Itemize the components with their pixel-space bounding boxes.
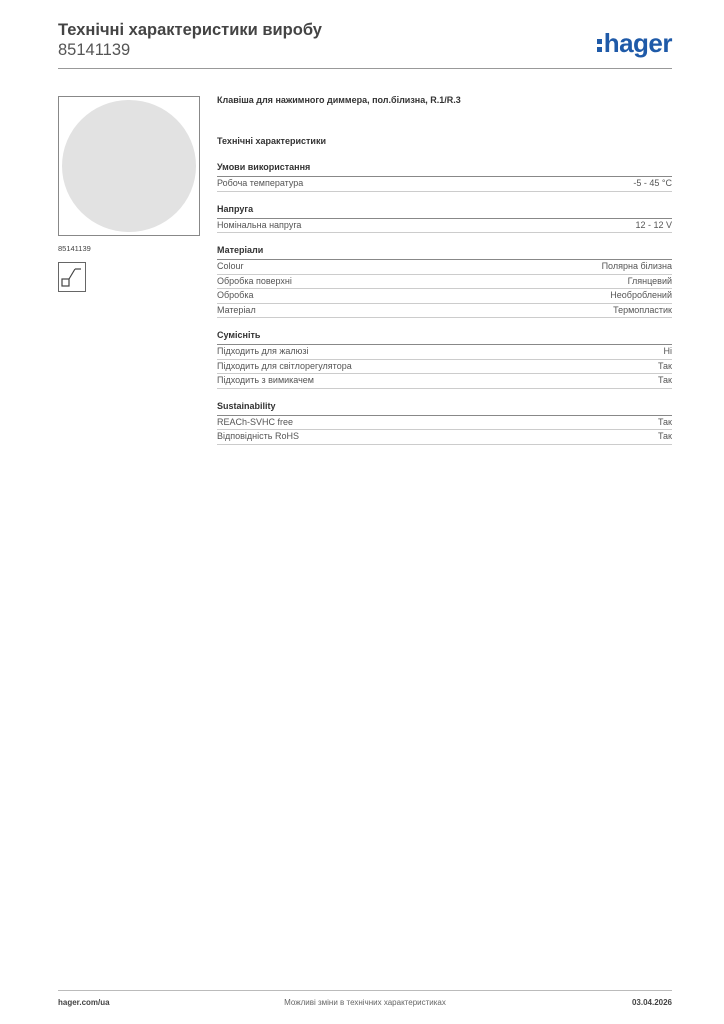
spec-group [217,161,672,192]
spec-value: Глянцевий [627,275,672,286]
product-name: Клавіша для нажимного диммера, пол.білизна, R.1/R.3 [217,95,461,105]
spec-group [217,400,672,445]
spec-value: Необроблений [610,290,672,300]
page-title: Технічні характеристики виробу [58,21,322,39]
spec-value: Так [657,360,672,371]
spec-group [217,244,672,318]
spec-value: Так [657,431,672,441]
page-subtitle-ref: 85141139 [58,41,131,59]
spec-value: Термопластик [613,304,672,315]
specs-heading: Технічні характеристики [217,136,326,146]
spec-label: Підходить для світлорегулятора [217,360,352,371]
footer-date: 03.04.2026 [631,998,672,1007]
spec-label: Матеріал [217,304,256,315]
footer-note: Можливі зміни в технічних характеристиках [284,998,446,1007]
logo-text: hager [603,28,672,58]
spec-label: Підходить для жалюзі [217,346,309,356]
spec-label: Підходить з вимикачем [217,375,314,385]
push-switch-symbol-icon [58,262,86,292]
spec-label: Обробка [217,290,254,300]
spec-group-title: Напруга [217,203,672,219]
product-photo-placeholder-icon [62,100,196,232]
spec-value: Полярна білизна [601,261,672,271]
spec-value: -5 - 45 °C [633,178,672,188]
footer-divider [58,990,672,991]
spec-group [217,203,672,234]
spec-row [217,177,672,192]
spec-label: Обробка поверхні [217,275,292,286]
spec-label: Colour [217,261,244,271]
spec-row [217,345,672,360]
spec-value: 12 - 12 V [635,219,672,230]
spec-row [217,219,672,234]
header-divider [58,68,672,69]
hager-logo [597,28,672,59]
spec-label: Відповідність RoHS [217,431,299,441]
spec-content [217,95,672,456]
spec-row [217,260,672,275]
spec-value: Ні [663,346,672,356]
spec-row [217,289,672,304]
spec-label: REACh-SVHC free [217,416,294,427]
spec-group-title: Матеріали [217,244,672,260]
spec-label: Номінальна напруга [217,219,302,230]
spec-row [217,430,672,445]
spec-group-title: Умови використання [217,161,672,177]
spec-group-title: Сумісніть [217,329,672,345]
spec-row [217,304,672,319]
spec-value: Так [657,416,672,427]
spec-row [217,360,672,375]
product-ref-code: 85141139 [58,244,91,253]
spec-group-title: Sustainability [217,400,672,416]
spec-label: Робоча температура [217,178,304,188]
footer-website: hager.com/ua [58,998,110,1007]
spec-value: Так [657,375,672,385]
logo-dots-icon [597,37,603,53]
spec-row [217,416,672,431]
product-photo [58,96,200,236]
page-header [58,20,672,70]
spec-row [217,275,672,290]
spec-group [217,329,672,389]
spec-row [217,374,672,389]
spec-groups [217,161,672,445]
